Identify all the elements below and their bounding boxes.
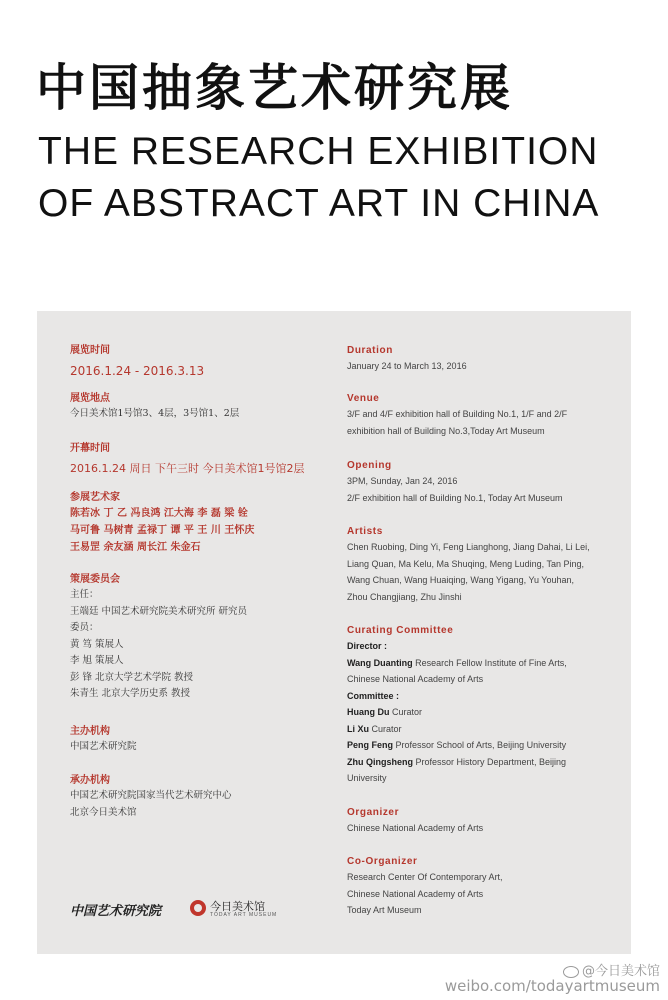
member-line: Huang Du Curator [347, 707, 423, 717]
duration-cn [70, 344, 204, 380]
watermark-handle: @今日美术馆 [563, 960, 660, 979]
section-heading: 展览地点 [70, 393, 110, 404]
committee-line: 李 旭 策展人 [70, 655, 124, 666]
director-label: Director : [347, 641, 388, 651]
committee-label: Committee : [347, 690, 400, 701]
committee-line: 主任： [70, 589, 99, 600]
title-english-line1: THE RESEARCH EXHIBITION [38, 130, 599, 173]
section-heading: 开幕时间 [70, 443, 110, 454]
committee-line: 王端廷 中国艺术研究院美术研究所 研究员 [70, 605, 248, 617]
museum-logo-icon [190, 900, 206, 916]
venue-line: 3/F and 4/F exhibition hall of Building No.1, 1/F and 2/F [347, 409, 568, 419]
opening-value: 2016.1.24 周日 下午三时 今日美术馆1号馆2层 [70, 462, 305, 475]
duration-value: 2016.1.24 - 2016.3.13 [70, 364, 205, 378]
duration-value: January 24 to March 13, 2016 [347, 361, 467, 371]
venue-value: 今日美术馆1号馆3、4层，3号馆1、2层 [70, 408, 240, 419]
co-organizer-line: Today Art Museum [347, 905, 422, 915]
committee-cn [70, 573, 247, 703]
artists-line: Liang Quan, Ma Kelu, Ma Shuqing, Meng Luding, Tan Ping, [347, 558, 584, 569]
section-heading: Duration [347, 345, 393, 356]
section-heading: 参展艺术家 [70, 492, 120, 503]
venue-en [347, 392, 567, 439]
committee-line: 黄 笃 策展人 [70, 638, 124, 650]
section-heading: Curating Committee [347, 625, 454, 636]
section-heading: 展览时间 [70, 345, 110, 356]
artists-line: Chen Ruobing, Ding Yi, Feng Lianghong, Jiang Dahai, Li Lei, [347, 542, 590, 552]
artists-line: 陈若冰 丁 乙 冯良鸿 江大海 李 磊 梁 铨 [70, 508, 248, 519]
opening-en [347, 459, 562, 506]
info-panel [37, 311, 631, 954]
venue-cn [70, 392, 239, 423]
organizer-cn [70, 725, 137, 756]
member-line: Peng Feng Professor School of Arts, Beijing University [347, 740, 567, 750]
artists-en [347, 525, 590, 605]
opening-cn [70, 442, 304, 478]
logos [70, 898, 330, 922]
artists-line: Zhou Changjiang, Zhu Jinshi [347, 591, 462, 602]
museum-logo-cn: 今日美术馆 [210, 900, 265, 913]
museum-logo-en: TODAY ART MUSEUM [210, 912, 278, 918]
opening-line: 3PM, Sunday, Jan 24, 2016 [347, 476, 458, 486]
section-heading: Artists [347, 526, 383, 537]
director-line: Wang Duanting Research Fellow Institute of Fine Arts, [347, 657, 567, 668]
director-affiliation: Chinese National Academy of Arts [347, 674, 484, 684]
member-line: Zhu Qingsheng Professor History Department, Beijing [347, 756, 567, 767]
section-heading: Venue [347, 393, 380, 404]
co-organizer-line: 北京今日美术馆 [70, 806, 137, 818]
artists-cn [70, 491, 254, 556]
section-heading: 承办机构 [70, 775, 110, 786]
section-heading: Co-Organizer [347, 856, 418, 867]
academy-logo: 中国艺术研究院 [70, 904, 162, 919]
title-english-line2: OF ABSTRACT ART IN CHINA [38, 182, 600, 225]
organizer-value: 中国艺术研究院 [70, 741, 137, 752]
title-chinese: 中国抽象艺术研究展 [36, 59, 513, 117]
section-heading: Opening [347, 460, 392, 471]
committee-en [347, 624, 567, 787]
committee-line: 彭 锋 北京大学艺术学院 教授 [70, 671, 194, 683]
artists-line: Wang Chuan, Wang Huaiqing, Wang Yigang, Yu Youhan, [347, 575, 574, 585]
member-line-cont: University [347, 773, 387, 783]
co-organizer-en [347, 855, 503, 919]
committee-line: 委员： [70, 622, 99, 633]
section-heading: Organizer [347, 807, 400, 818]
artists-line: 马可鲁 马树青 孟禄丁 谭 平 王 川 王怀庆 [70, 525, 255, 536]
section-heading: 策展委员会 [70, 574, 120, 585]
member-line: Li Xu Curator [347, 723, 402, 734]
organizer-en [347, 806, 483, 837]
section-heading: 主办机构 [70, 726, 110, 737]
co-organizer-line: Research Center Of Contemporary Art, [347, 872, 503, 882]
co-organizer-cn [70, 774, 232, 821]
venue-line: exhibition hall of Building No.3,Today Art Museum [347, 425, 545, 436]
co-organizer-line: Chinese National Academy of Arts [347, 888, 484, 899]
co-organizer-line: 中国艺术研究院国家当代艺术研究中心 [70, 790, 232, 801]
organizer-value: Chinese National Academy of Arts [347, 823, 484, 833]
committee-line: 朱青生 北京大学历史系 教授 [70, 688, 191, 699]
duration-en [347, 344, 467, 375]
artists-line: 王易罡 余友涵 周长江 朱金石 [70, 542, 201, 553]
watermark-url: weibo.com/todayartmuseum [444, 977, 660, 995]
opening-line: 2/F exhibition hall of Building No.1, Today Art Museum [347, 492, 563, 503]
weibo-icon [563, 966, 579, 978]
